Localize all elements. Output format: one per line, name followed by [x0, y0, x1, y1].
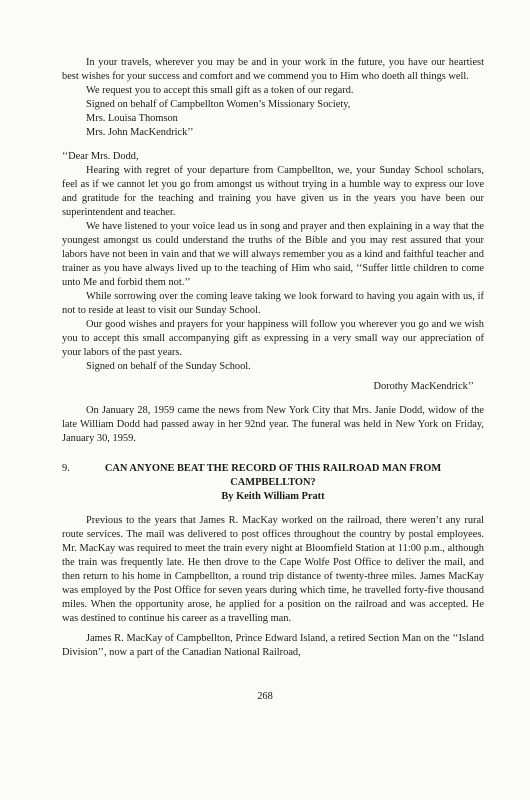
byline: By Keith William Pratt — [221, 491, 325, 502]
paragraph: We have listened to your voice lead us in song and prayer and then explaining in a way that the youngest amongst us could understand the truths of the Bible and you may rest assured that your labors have not been in vain and that we will always remember you as a kind and faithful teacher and trainer as you have always lived up to the teaching of Him who said, ‘‘Suffer little children to come unto Me and forbid them not.’’ — [62, 221, 484, 288]
paragraph: James R. MacKay of Campbellton, Prince Edward Island, a retired Section Man on the ‘‘Island Division’’, now a part of the Canadian National Railroad, — [62, 633, 484, 658]
salutation: ‘‘Dear Mrs. Dodd, — [62, 151, 139, 162]
signature-line: Mrs. John MacKendrick’’ — [86, 127, 194, 138]
paragraph: While sorrowing over the coming leave taking we look forward to having you again with us, if not to reside at least to visit our Sunday School. — [62, 291, 484, 316]
signature: Dorothy MacKendrick’’ — [373, 381, 474, 392]
paragraph: Previous to the years that James R. MacKay worked on the railroad, there weren’t any rural route services. The mail was delivered to post offices throughout the country by postal employees. Mr. MacKay was required to meet the train every night at Bloomfield Station at 11:00 p.m., although the train was frequently late. He then drove to the Cape Wolfe Post Office to deliver the mail, and then return to his home in Campbellton, a round trip distance of twenty-three miles. James MacKay was employed by the Post Office for seven years during which time, he travelled forty-five thousand miles. When the opportunity arose, he applied for a position on the railroad and was accepted. He was destined to continue his career as a travelling man. — [62, 515, 484, 624]
news-paragraph: On January 28, 1959 came the news from New York City that Mrs. Janie Dodd, widow of the late William Dodd had passed away in her 92nd year. The funeral was held in New York on Friday, January 30, 1959. — [62, 405, 484, 444]
section-number: 9. — [62, 463, 70, 474]
signature-line: Signed on behalf of Campbellton Women’s Missionary Society, — [86, 99, 351, 110]
article-body — [62, 514, 484, 660]
section-heading — [62, 462, 484, 504]
section-title: CAN ANYONE BEAT THE RECORD OF THIS RAILROAD MAN FROM CAMPBELLTON? — [104, 463, 442, 488]
letter-missionary-society — [62, 56, 484, 140]
paragraph: Signed on behalf of the Sunday School. — [86, 361, 251, 372]
page-number: 268 — [257, 691, 273, 702]
paragraph: Our good wishes and prayers for your happiness will follow you wherever you go and we wish you to accept this small accompanying gift as expressing in a very small way our appreciation of your labors of the past years. — [62, 319, 484, 358]
paragraph: We request you to accept this small gift as a token of our regard. — [86, 85, 354, 96]
paragraph: In your travels, wherever you may be and in your work in the future, you have our heartiest best wishes for your success and comfort and we commend you to Him who doeth all things well. — [62, 57, 484, 82]
letter-sunday-school — [62, 150, 484, 394]
signature-line: Mrs. Louisa Thomson — [86, 113, 178, 124]
paragraph: Hearing with regret of your departure from Campbellton, we, your Sunday School scholars, feel as if we cannot let you go from amongst us without trying in a humble way to express our love and gratitude for the teaching and training you have given us in the years you have been our superintendent and teacher. — [62, 165, 484, 218]
